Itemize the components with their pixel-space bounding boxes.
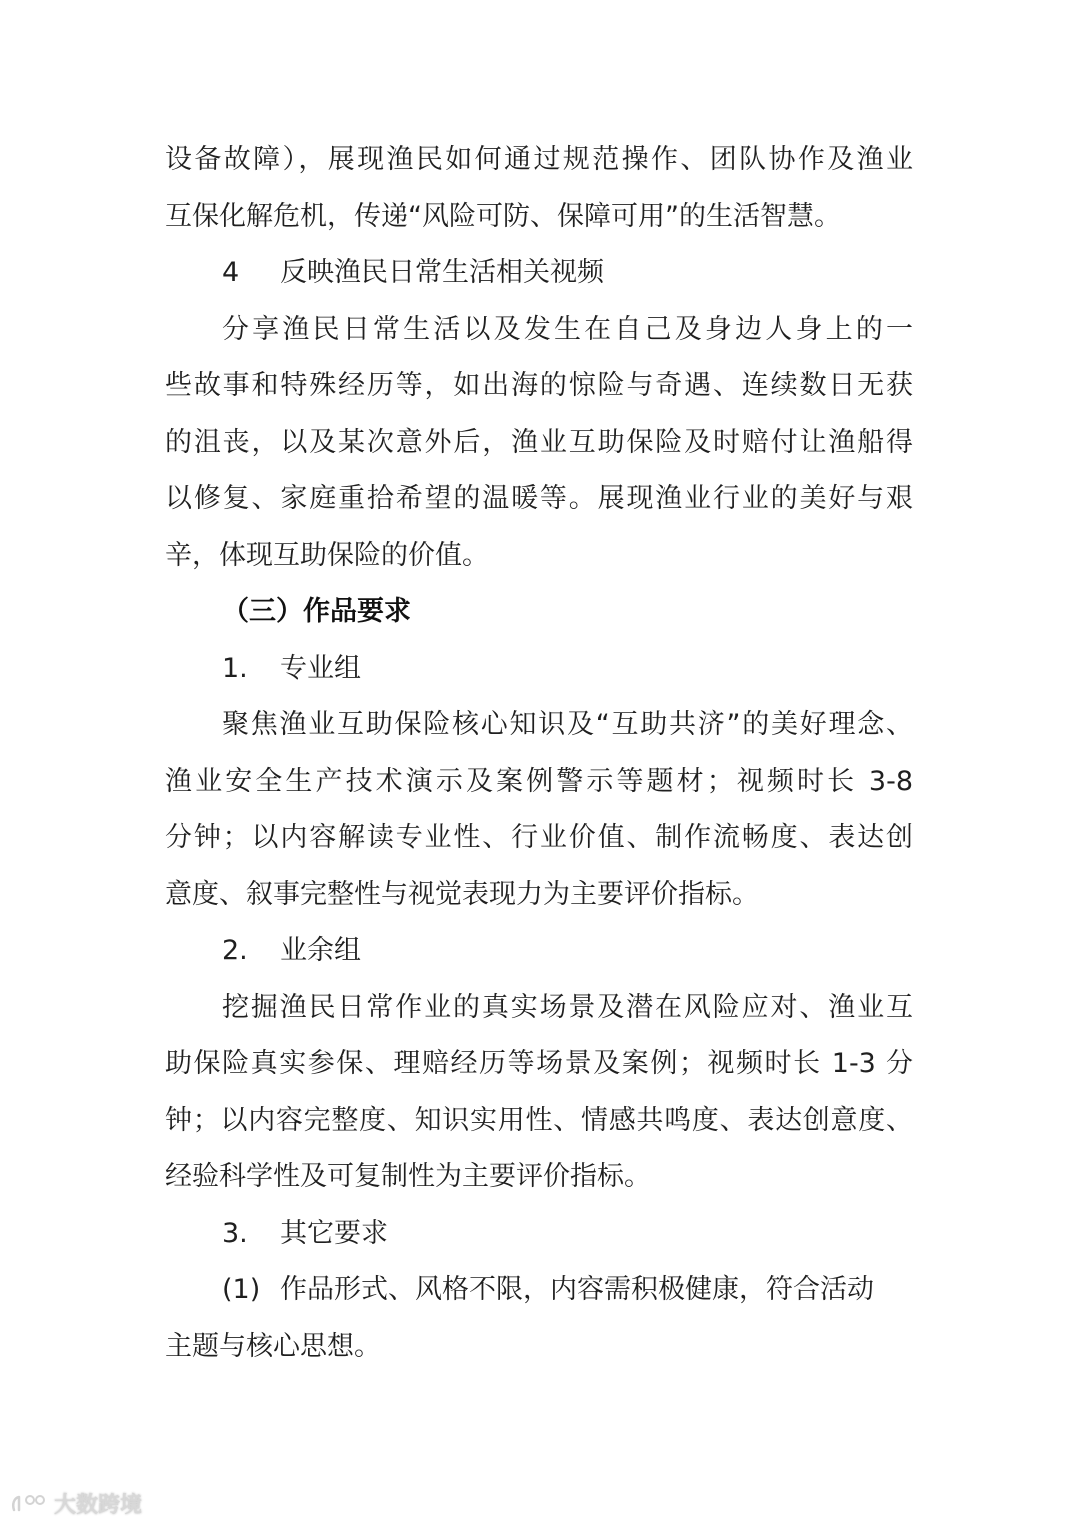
cloud-logo-icon	[10, 1492, 48, 1516]
body-line: 聚焦渔业互助保险核心知识及“互助共济”的美好理念、	[222, 709, 913, 740]
item-number: 4	[222, 257, 240, 288]
body-line: 挖掘渔民日常作业的真实场景及潜在风险应对、渔业互	[222, 991, 913, 1023]
list-item-2	[165, 929, 913, 986]
body-line: 助保险真实参保、理赔经历等场景及案例；视频时长 1-3 分	[165, 1048, 913, 1079]
item-number: 1.	[222, 652, 248, 684]
item-number: 3.	[222, 1217, 248, 1249]
watermark	[10, 1488, 142, 1519]
body-line: 钟；以内容完整度、知识实用性、情感共鸣度、表达创意度、	[165, 1104, 913, 1136]
list-item-3	[165, 1212, 913, 1269]
body-line: 经验科学性及可复制性为主要评价指标。	[165, 1161, 651, 1192]
document-body	[165, 138, 913, 1381]
item-number: 2.	[222, 935, 248, 966]
watermark-text: 大数跨境	[54, 1493, 143, 1518]
item-title: 其它要求	[280, 1217, 388, 1249]
body-line: 互保化解危机，传递“风险可防、保障可用”的生活智慧。	[165, 200, 841, 232]
body-line: 以修复、家庭重拾希望的温暖等。展现渔业行业的美好与艰	[165, 483, 913, 514]
item-title: 业余组	[280, 935, 361, 966]
list-item-4	[165, 251, 913, 308]
body-line: 意度、叙事完整性与视觉表现力为主要评价指标。	[165, 878, 759, 910]
item-text: 作品形式、风格不限，内容需积极健康，符合活动	[280, 1274, 874, 1305]
list-item-1	[165, 647, 913, 704]
body-line: 分享渔民日常生活以及发生在自己及身边人身上的一	[222, 313, 913, 345]
body-line: 的沮丧，以及某次意外后，渔业互助保险及时赔付让渔船得	[165, 426, 913, 458]
body-line: 设备故障），展现渔民如何通过规范操作、团队协作及渔业	[165, 144, 913, 175]
section-heading: （三）作品要求	[222, 596, 411, 627]
body-line: 分钟；以内容解读专业性、行业价值、制作流畅度、表达创	[165, 822, 913, 853]
body-line: 辛，体现互助保险的价值。	[165, 539, 489, 571]
body-line: 主题与核心思想。	[165, 1330, 381, 1362]
sub-item-1	[165, 1268, 913, 1325]
item-title: 反映渔民日常生活相关视频	[280, 257, 604, 288]
body-line: 些故事和特殊经历等，如出海的惊险与奇遇、连续数日无获	[165, 370, 913, 401]
body-line: 渔业安全生产技术演示及案例警示等题材；视频时长 3-8	[165, 765, 913, 797]
item-number: (1)	[222, 1274, 261, 1305]
item-title: 专业组	[280, 652, 361, 684]
